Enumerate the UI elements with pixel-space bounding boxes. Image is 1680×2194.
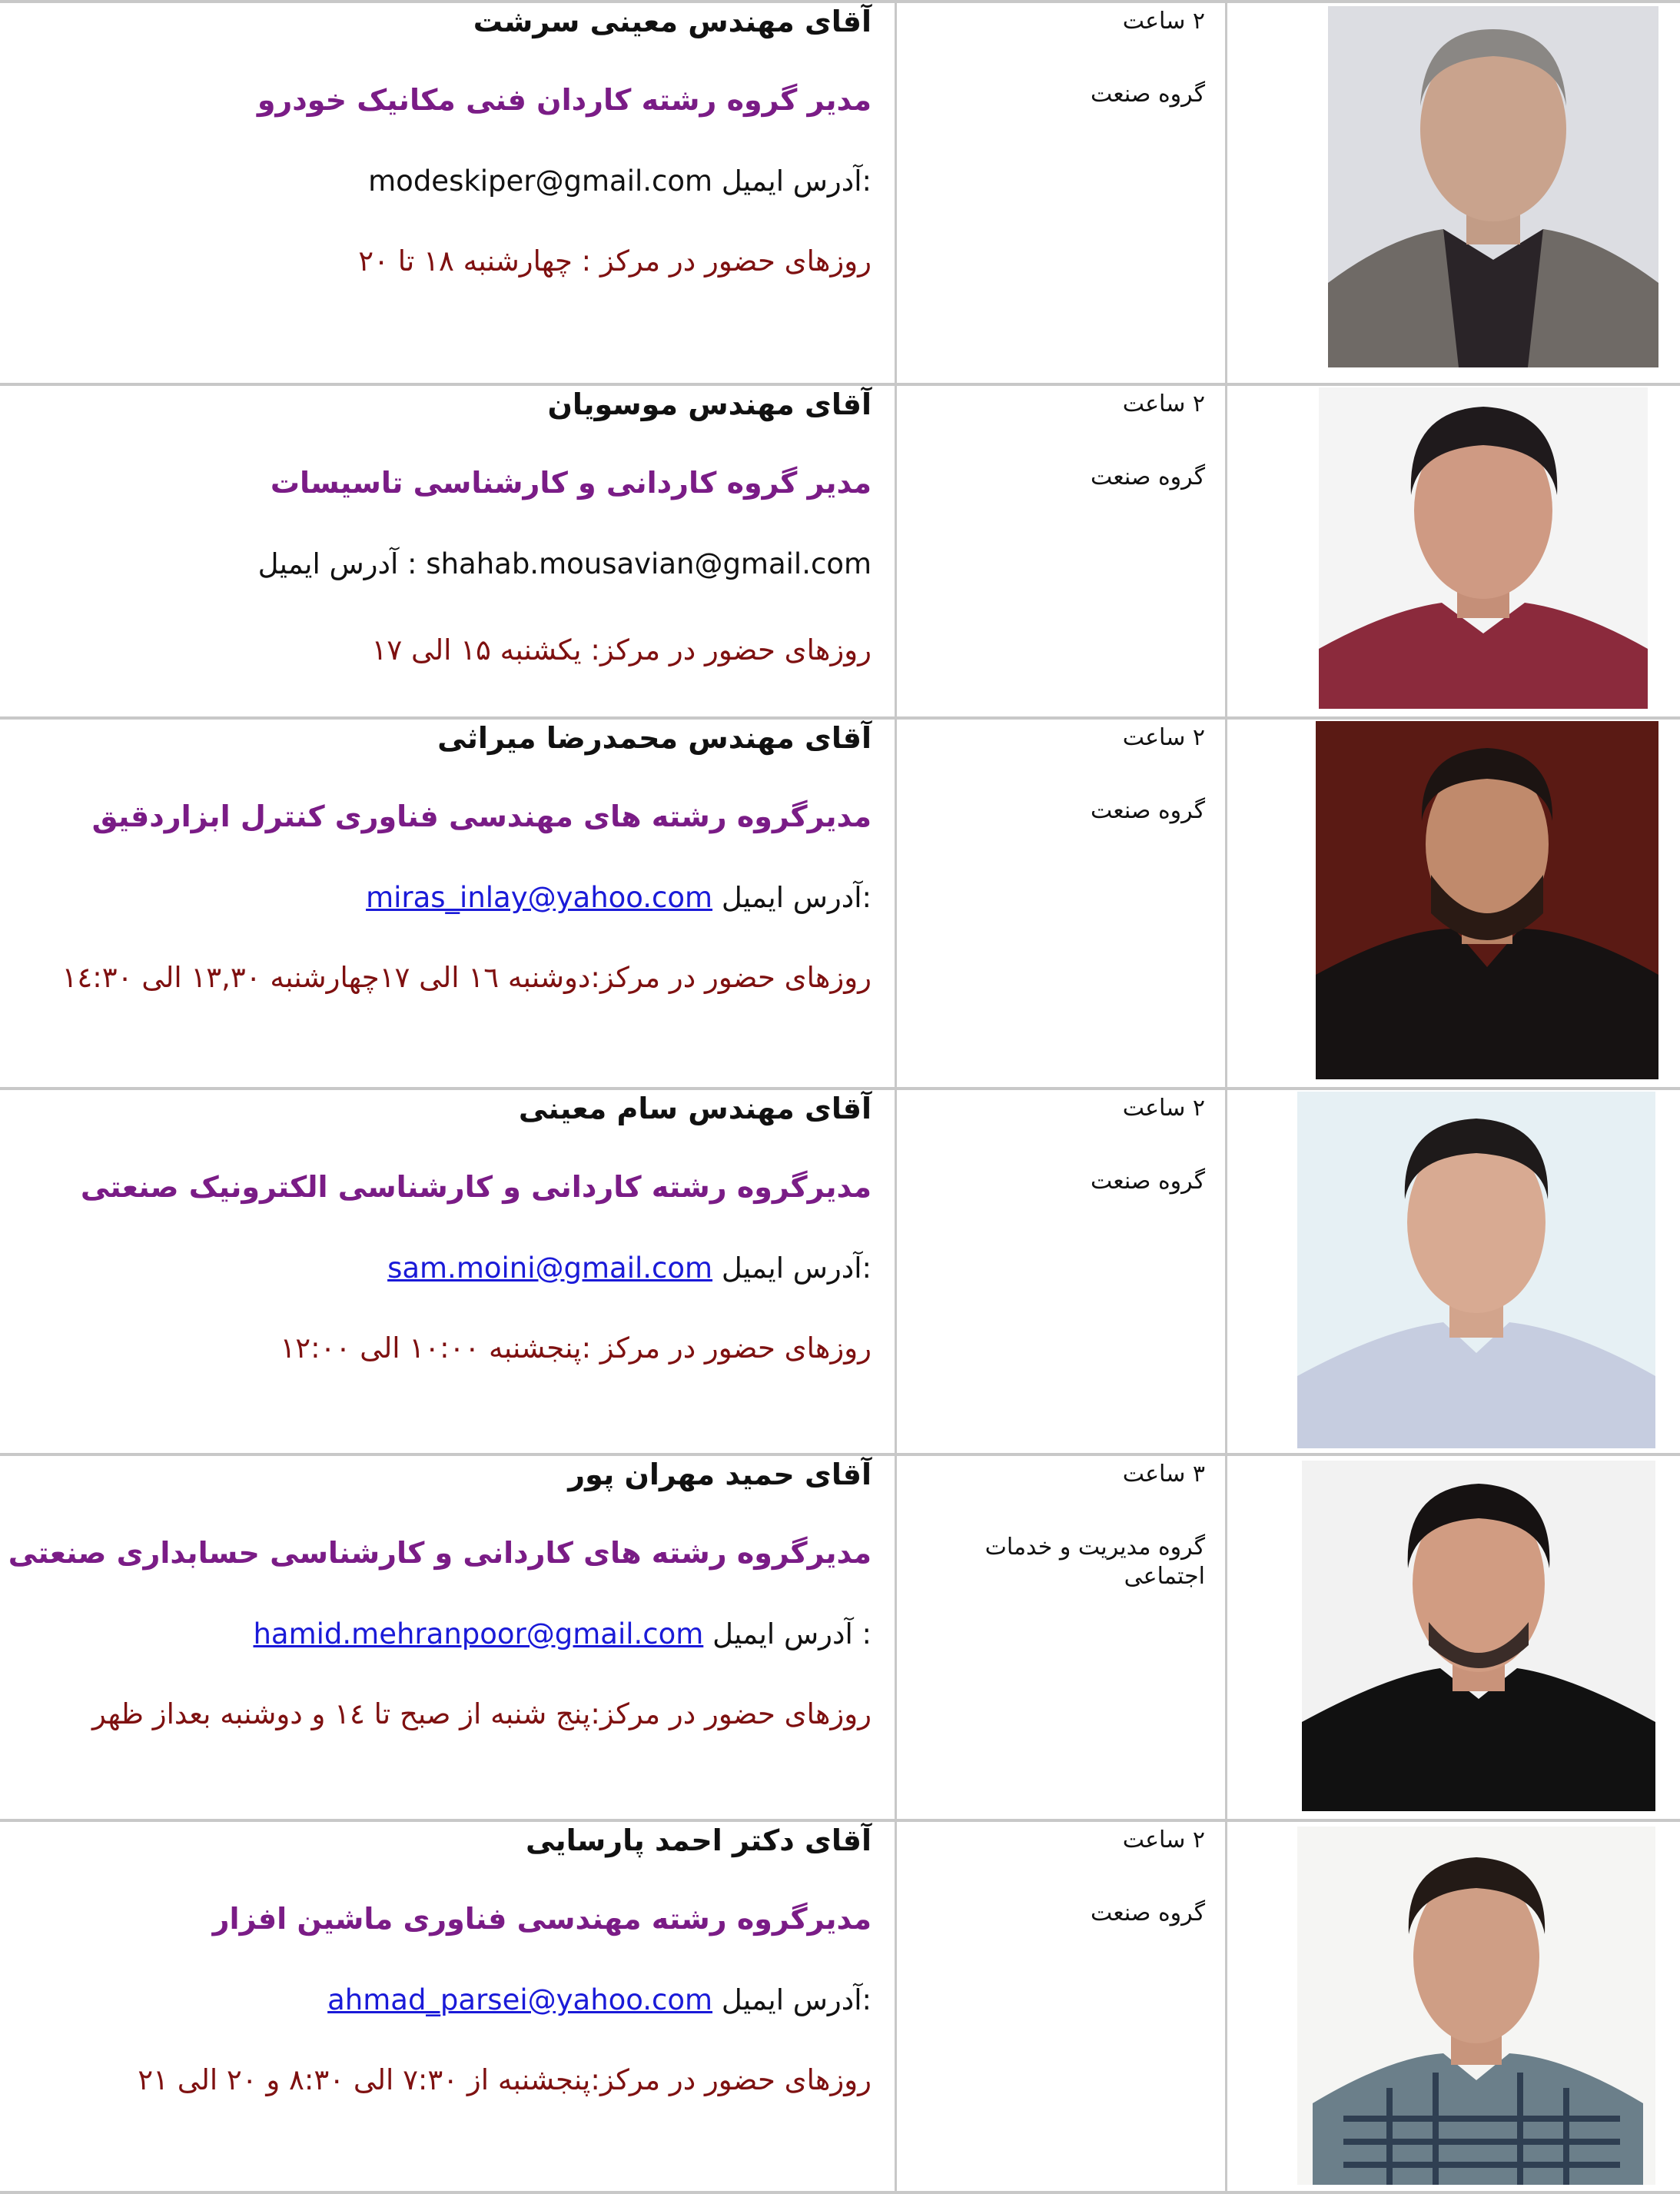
email-address: modeskiper@gmail.com [368, 165, 713, 198]
attendance-days: روزهای حضور در مرکز: یکشنبه ۱۵ الی ۱۷ [371, 633, 872, 667]
email-label: : آدرس ایمیل [257, 547, 417, 580]
email-link[interactable]: sam.moini@gmail.com [387, 1252, 713, 1285]
column-divider [1225, 386, 1227, 716]
email-link[interactable]: ahmad_parsei@yahoo.com [327, 1983, 713, 2016]
email-label: :آدرس ایمیل [721, 1252, 872, 1285]
email-line [366, 881, 872, 914]
email-line [368, 165, 872, 198]
person-role: مدیرگروه رشته کاردانی و کارشناسی الکترونیک صنعتی [80, 1170, 872, 1204]
attendance-days: روزهای حضور در مرکز:پنج شنبه از صبح تا ١٤ و دوشنبه بعداز ظهر [92, 1697, 872, 1730]
person-photo [1297, 1827, 1655, 2185]
table-row [0, 386, 1680, 720]
column-divider [895, 1090, 897, 1453]
column-divider [1225, 720, 1227, 1087]
table-row [0, 720, 1680, 1090]
person-role: مدیر گروه رشته کاردان فنی مکانیک خودرو [257, 83, 872, 117]
table-row [0, 0, 1680, 386]
person-photo [1297, 1092, 1655, 1448]
email-line [387, 1252, 872, 1285]
person-photo [1319, 387, 1648, 709]
table-row [0, 1456, 1680, 1822]
group-label: گروه مدیریت و خدمات اجتماعی [984, 1534, 1205, 1590]
email-line [253, 1617, 872, 1650]
group-label: گروه صنعت [1090, 1168, 1205, 1195]
person-name: آقای دکتر احمد پارسایی [525, 1823, 872, 1857]
column-divider [1225, 1822, 1227, 2191]
column-divider [1225, 1456, 1227, 1819]
email-label: : آدرس ایمیل [712, 1617, 872, 1650]
email-label: :آدرس ایمیل [721, 881, 872, 914]
person-name: آقای مهندس موسویان [547, 387, 872, 421]
person-photo [1302, 1461, 1655, 1811]
hours-label: ۳ ساعت [1122, 1461, 1205, 1488]
person-name: آقای مهندس معینی سرشت [473, 5, 872, 38]
email-line [327, 1983, 872, 2016]
email-link[interactable]: miras_inlay@yahoo.com [366, 881, 713, 914]
attendance-days: روزهای حضور در مرکز:دوشنبه ۱٦ الی ۱۷چهارشنبه ۱۳,۳۰ الی ۱٤:۳۰ [61, 961, 872, 994]
group-label: گروه صنعت [1090, 81, 1205, 108]
group-label: گروه صنعت [1090, 464, 1205, 490]
hours-label: ۲ ساعت [1122, 1827, 1205, 1853]
column-divider [895, 1822, 897, 2191]
person-photo [1328, 6, 1658, 367]
group-label: گروه صنعت [1090, 797, 1205, 824]
table-row [0, 1822, 1680, 2194]
column-divider [1225, 3, 1227, 383]
person-role: مدیرگروه رشته های کاردانی و کارشناسی حسابداری صنعتی [8, 1536, 872, 1570]
column-divider [895, 386, 897, 716]
column-divider [895, 3, 897, 383]
person-name: آقای مهندس سام معینی [518, 1092, 872, 1125]
email-line [258, 547, 872, 580]
column-divider [895, 1456, 897, 1819]
email-label: :آدرس ایمیل [721, 1983, 872, 2016]
person-name: آقای حمید مهران پور [568, 1458, 872, 1491]
email-link[interactable]: hamid.mehranpoor@gmail.com [253, 1617, 704, 1650]
group-label: گروه صنعت [1090, 1900, 1205, 1926]
person-role: مدیر گروه کاردانی و کارشناسی تاسیسات [270, 466, 872, 500]
column-divider [895, 720, 897, 1087]
hours-label: ۲ ساعت [1122, 8, 1205, 35]
person-photo [1316, 721, 1658, 1079]
attendance-days: روزهای حضور در مرکز :پنجشنبه ۱۰:۰۰ الی ۱۲:۰۰ [280, 1331, 872, 1365]
attendance-days: روزهای حضور در مرکز : چهارشنبه ۱۸ تا ۲۰ [358, 244, 872, 278]
column-divider [1225, 1090, 1227, 1453]
person-name: آقای مهندس محمدرضا میراثی [437, 721, 872, 755]
email-address: shahab.mousavian@gmail.com [426, 547, 872, 580]
person-role: مدیرگروه رشته های مهندسی فناوری کنترل ابزاردقیق [91, 799, 872, 833]
hours-label: ۲ ساعت [1122, 391, 1205, 417]
hours-label: ۲ ساعت [1122, 1095, 1205, 1122]
attendance-days: روزهای حضور در مرکز:پنجشنبه از ۷:۳۰ الی ۸:۳۰ و ۲۰ الی ۲۱ [138, 2063, 872, 2096]
hours-label: ۲ ساعت [1122, 724, 1205, 751]
email-label: :آدرس ایمیل [721, 165, 872, 198]
table-row [0, 1090, 1680, 1456]
person-role: مدیرگروه رشته مهندسی فناوری ماشین افزار [212, 1902, 872, 1936]
